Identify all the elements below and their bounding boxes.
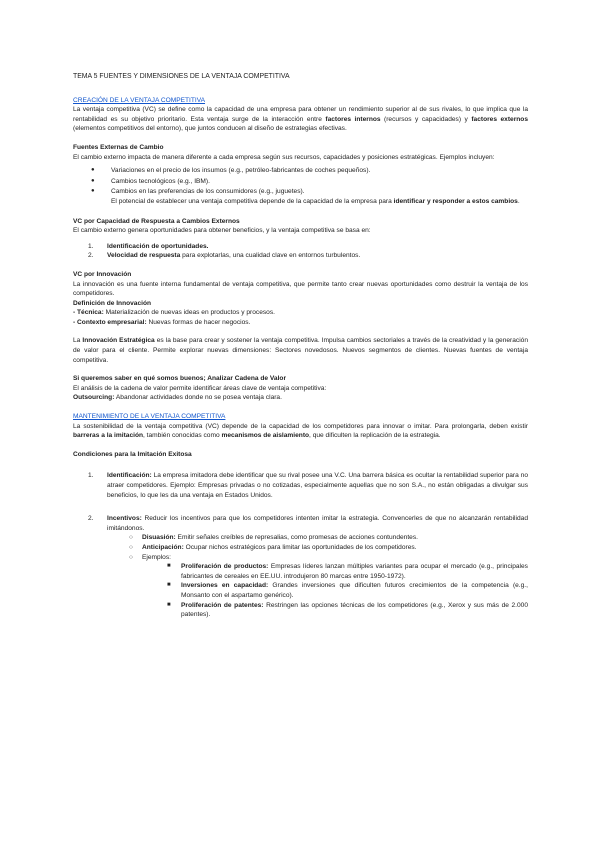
text-run: Ocupar nichos estratégicos para limitar las oportunidades de los competidores. <box>183 543 417 551</box>
list-item <box>73 514 528 533</box>
text-run: , que dificulten la replicación de la estrategia. <box>309 432 441 440</box>
definicion-empresarial <box>73 318 528 328</box>
text-run: (recursos y capacidades) y <box>380 115 472 123</box>
text-run: , también conocidas como <box>143 432 222 440</box>
creacion-paragraph <box>73 105 528 134</box>
text-run: La <box>73 337 83 345</box>
text-run: para explotarlas, una cualidad clave en entornos turbulentos. <box>180 252 361 260</box>
bold-run: mecanismos de aislamiento <box>221 432 310 440</box>
bold-run: Outsourcing: <box>73 394 115 402</box>
list-number: 2. <box>88 252 94 260</box>
list-number: 1. <box>88 242 94 250</box>
document-title: TEMA 5 FUENTES Y DIMENSIONES DE LA VENTAJA COMPETITIVA <box>73 73 290 80</box>
cadena-heading: Si queremos saber en qué somos buenos; Analizar Cadena de Valor <box>73 375 287 383</box>
respuesta-intro: El cambio externo genera oportunidades para obtener beneficios, y la ventaja competitiva se basa en: <box>73 227 371 235</box>
bold-run: Velocidad de respuesta <box>107 252 181 260</box>
bold-run: Proliferación de productos: <box>181 563 269 571</box>
bold-run: Innovación Estratégica <box>82 337 155 345</box>
list-item: ● Variaciones en el precio de los insumos (e.g., petróleo-fabricantes de coches pequeños). <box>73 166 528 176</box>
text-run: Reducir los incentivos para que los competidores intenten imitar la estrategia. Convencerles de que no alcanzarán rentabilidad imitándonos. <box>107 515 528 532</box>
bold-run: Inversiones en capacidad: <box>181 582 269 590</box>
fuentes-intro: El cambio externo impacta de manera diferente a cada empresa según sus recursos, capacidades y posiciones estratégicas. Ejemplos incluyen: <box>73 153 495 161</box>
definicion-tecnica <box>73 308 528 318</box>
innovacion-heading: VC por Innovación <box>73 270 132 278</box>
text-run: Nuevas formas de hacer negocios. <box>146 318 251 326</box>
text-run: . <box>517 197 520 205</box>
section-link-mantenimiento[interactable]: MANTENIMIENTO DE LA VENTAJA COMPETITIVA <box>73 413 226 421</box>
text-run: La empresa imitadora debe identificar que su rival posee una V.C. Una barrera básica es ocultar la rentabilidad superior para no atraer competidores. Ejemplo: Empresas privadas o no cotizadas, especialmente aquellas que no son S.A., no están obligadas a divulgar sus beneficios, lo que les da una ventaja en Estados Unidos. <box>107 472 528 499</box>
text-run: La sostenibilidad de la ventaja competitiva (VC) depende de la capacidad de los competidores para innovar o imitar. Para prolongarla, deben existir <box>73 422 528 430</box>
text-run: Restringen las opciones técnicas de los competidores (e.g., Xerox y sus más de 2.000 patentes). <box>181 601 528 619</box>
outsourcing-line <box>73 393 528 403</box>
bold-run: Disuasión: <box>142 534 176 542</box>
text-run: Abandonar actividades donde no se posea ventaja clara. <box>114 394 282 402</box>
respuesta-heading: VC por Capacidad de Respuesta a Cambios Externos <box>73 217 240 225</box>
document-page <box>73 72 528 620</box>
section-link-creacion[interactable]: CREACIÓN DE LA VENTAJA COMPETITIVA <box>73 96 206 104</box>
list-number: 2. <box>88 515 94 523</box>
text-run: Empresas líderes lanzan múltiples variantes para ocupar el mercado (e.g., principales fabricantes de cereales en EE.UU. introdujeron 80 marcas entre 1950-1972). <box>181 563 528 580</box>
condiciones-heading: Condiciones para la Imitación Exitosa <box>73 450 192 458</box>
bold-run: identificar y responder a estos cambios <box>393 197 518 205</box>
list-item <box>73 543 528 553</box>
text-run: La ventaja competitiva (VC) se define como la capacidad de una empresa para obtener un rendimiento superior al de sus rivales, lo que implica que la rentabilidad es su objetivo prioritario. Esta ventaja surge de la interacción entre <box>73 106 528 123</box>
list-item <box>73 242 528 252</box>
bold-run: Anticipación: <box>142 543 184 551</box>
text-run: Materialización de nuevas ideas en productos y procesos. <box>103 309 275 317</box>
list-number: 1. <box>88 472 94 480</box>
fuentes-note <box>111 197 528 207</box>
text-run: es la base para crear y sostener la ventaja competitiva. Impulsa cambios sectoriales a través de la creatividad y la generación de valor para el cliente. Permite explorar nuevas dimensiones: Sectores novedosos. Nuevos segmentos de clientes. Nuevas fuentes de ventaja competitiva. <box>73 337 529 364</box>
mantenimiento-paragraph <box>73 422 528 441</box>
list-item: ○ Ejemplos: <box>73 553 528 563</box>
bold-run: barreras a la imitación <box>73 432 144 440</box>
list-item <box>73 251 528 261</box>
text-run: El potencial de establecer una ventaja competitiva depende de la capacidad de la empresa para <box>111 197 394 205</box>
list-item <box>73 187 528 206</box>
list-item <box>73 471 528 500</box>
list-item <box>73 581 528 600</box>
list-item: ● Cambios tecnológicos (e.g., IBM). <box>73 177 528 187</box>
bold-run: Identificación: <box>107 472 152 480</box>
text-run: Grandes inversiones que dificulten futuros crecimientos de la competencia (e.g., Monsanto con el aspartamo genérico). <box>181 582 528 599</box>
list-item <box>73 533 528 543</box>
text-run: (elementos competitivos del entorno), que juntos conducen al diseño de estrategias efectivas. <box>73 125 347 133</box>
cadena-line: El análisis de la cadena de valor permite identificar áreas clave de ventaja competitiva: <box>73 384 327 392</box>
definicion-heading: Definición de Innovación <box>73 299 152 307</box>
bold-run: - Contexto empresarial: <box>73 318 147 326</box>
text-run: Cambios en las preferencias de los consumidores (e.g., juguetes). <box>111 188 305 196</box>
fuentes-heading: Fuentes Externas de Cambio <box>73 143 164 151</box>
bold-run: Incentivos: <box>107 515 142 523</box>
list-item <box>73 601 528 620</box>
bold-run: Proliferación de patentes: <box>181 601 264 609</box>
innovacion-paragraph: La innovación es una fuente interna fundamental de ventaja competitiva, que permite tanto crear nuevas oportunidades como destruir la ventaja de los competidores. <box>73 280 528 298</box>
list-item <box>73 562 528 581</box>
bold-run: factores externos <box>471 115 528 123</box>
bold-run: factores internos <box>325 115 381 123</box>
bold-run: - Técnica: <box>73 309 104 317</box>
text-run: Emitir señales creíbles de represalias, como promesas de acciones contundentes. <box>175 534 418 542</box>
innovacion-estrategica-paragraph <box>73 336 528 365</box>
bold-run: Identificación de oportunidades. <box>107 242 209 250</box>
fuentes-list <box>73 166 528 206</box>
